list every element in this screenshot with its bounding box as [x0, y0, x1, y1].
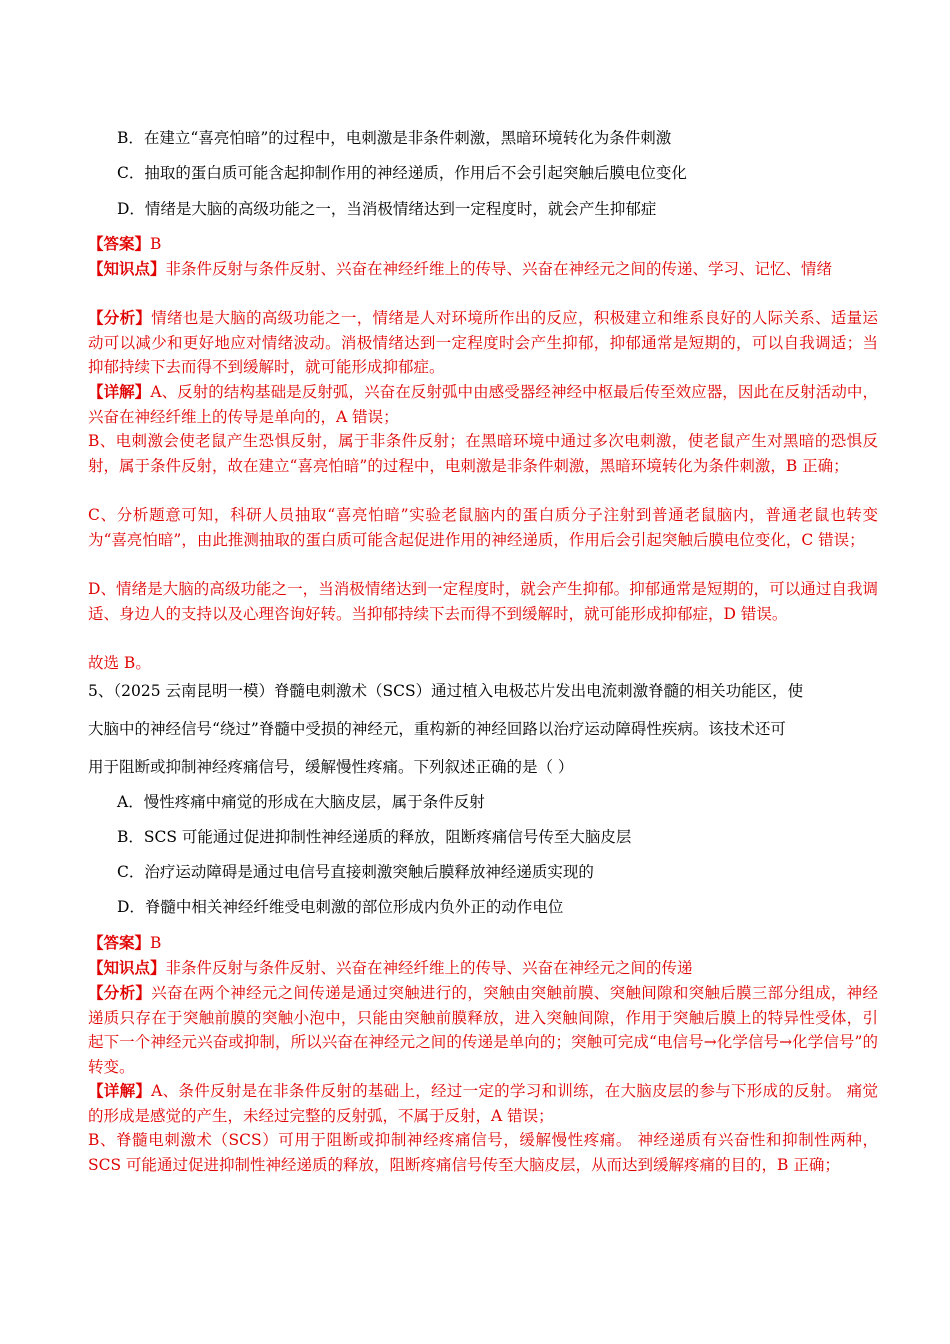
- q5-option-d: D．脊髓中相关神经纤维受电刺激的部位形成内负外正的动作电位: [117, 898, 564, 916]
- q5-option-c: C．治疗运动障碍是通过电信号直接刺激突触后膜释放神经递质实现的: [117, 863, 594, 881]
- analysis-tag: 【分析】: [88, 308, 152, 327]
- q4-analysis: [88, 306, 878, 380]
- analysis-text: 情绪也是大脑的高级功能之一，情绪是人对环境所作出的反应，积极建立和维系良好的人际关系、适量运动可以减少和更好地应对情绪波动。消极情绪达到一定程度时会产生抑郁，抑郁通常是短期的，可以自我调适；当抑郁持续下去而得不到缓解时，就可能形成抑郁症。: [88, 309, 878, 376]
- q5-stem-line-3: 用于阻断或抑制神经疼痛信号，缓解慢性疼痛。下列叙述正确的是（ ）: [88, 758, 574, 776]
- detail-tag: 【详解】: [88, 382, 151, 401]
- knowledge-text: 非条件反射与条件反射、兴奋在神经纤维上的传导、兴奋在神经元之间的传递、学习、记忆、情绪: [165, 260, 833, 278]
- answer-tag: 【答案】: [88, 933, 151, 952]
- q4-option-c: C．抽取的蛋白质可能含起抑制作用的神经递质，作用后不会引起突触后膜电位变化: [117, 164, 687, 182]
- q4-detail-c: C、分析题意可知，科研人员抽取“喜亮怕暗”实验老鼠脑内的蛋白质分子注射到普通老鼠脑内，普通老鼠也转变为“喜亮怕暗”，由此推测抽取的蛋白质可能含起促进作用的神经递质，作用后会引起突触后膜电位变化，C 错误；: [88, 506, 878, 549]
- answer-value: B: [150, 934, 162, 952]
- q4-conclusion: 故选 B。: [88, 654, 151, 672]
- knowledge-tag: 【知识点】: [88, 958, 166, 977]
- q4-detail-d: D、情绪是大脑的高级功能之一，当消极情绪达到一定程度时，就会产生抑郁。抑郁通常是短期的，可以通过自我调适、身边人的支持以及心理咨询好转。当抑郁持续下去而得不到缓解时，就可能形成抑郁症，D 错误。: [88, 580, 878, 623]
- knowledge-text: 非条件反射与条件反射、兴奋在神经纤维上的传导、兴奋在神经元之间的传递: [165, 959, 693, 977]
- q5-option-b: B．SCS 可能通过促进抑制性神经递质的释放，阻断疼痛信号传至大脑皮层: [117, 828, 632, 846]
- q5-analysis: [88, 981, 878, 1079]
- q5-option-a: A．慢性疼痛中痛觉的形成在大脑皮层，属于条件反射: [117, 793, 485, 811]
- q4-option-b: B．在建立“喜亮怕暗”的过程中，电刺激是非条件刺激，黑暗环境转化为条件刺激: [117, 129, 672, 147]
- q5-detail-b: B、脊髓电刺激术（SCS）可用于阻断或抑制神经疼痛信号，缓解慢性疼痛。 神经递质有兴奋性和抑制性两种，SCS 可能通过促进抑制性神经递质的释放，阻断疼痛信号传至大脑皮层，从而达到缓解疼痛的目的，B 正确；: [88, 1131, 878, 1174]
- q5-knowledge: [88, 956, 878, 981]
- knowledge-tag: 【知识点】: [88, 259, 166, 278]
- q4-detail-b: B、电刺激会使老鼠产生恐惧反射，属于非条件反射；在黑暗环境中通过多次电刺激，使老鼠产生对黑暗的恐惧反射，属于条件反射，故在建立“喜亮怕暗”的过程中，电刺激是非条件刺激，黑暗环境转化为条件刺激，B 正确；: [88, 432, 878, 475]
- detail-a-text: A、反射的结构基础是反射弧，兴奋在反射弧中由感受器经神经中枢最后传至效应器，因此在反射活动中，兴奋在神经纤维上的传导是单向的，A 错误；: [88, 383, 878, 426]
- q5-stem-line-1: 5、（2025 云南昆明一模）脊髓电刺激术（SCS）通过植入电极芯片发出电流刺激脊髓的相关功能区，使: [88, 682, 804, 700]
- analysis-text: 兴奋在两个神经元之间传递是通过突触进行的，突触由突触前膜、突触间隙和突触后膜三部分组成，神经递质只存在于突触前膜的突触小泡中，只能由突触前膜释放，进入突触间隙，作用于突触后膜上的特异性受体，引起下一个神经元兴奋或抑制，所以兴奋在神经元之间的传递是单向的；突触可完成“电信号→化学信号→化学信号”的转变。: [88, 984, 878, 1076]
- q5-stem-line-2: 大脑中的神经信号“绕过”脊髓中受损的神经元，重构新的神经回路以治疗运动障碍性疾病。该技术还可: [88, 720, 786, 738]
- q4-option-d: D．情绪是大脑的高级功能之一，当消极情绪达到一定程度时，就会产生抑郁症: [117, 200, 657, 218]
- detail-tag: 【详解】: [88, 1081, 152, 1100]
- q4-answer: [88, 232, 878, 257]
- answer-value: B: [150, 235, 162, 253]
- q4-knowledge: [88, 257, 878, 282]
- q4-detail-a: [88, 380, 878, 429]
- detail-a-text: A、条件反射是在非条件反射的基础上，经过一定的学习和训练，在大脑皮层的参与下形成的反射。 痛觉的形成是感觉的产生，未经过完整的反射弧，不属于反射，A 错误；: [88, 1082, 878, 1125]
- analysis-tag: 【分析】: [88, 983, 152, 1002]
- q5-answer: [88, 931, 878, 956]
- answer-tag: 【答案】: [88, 234, 151, 253]
- q5-detail-a: [88, 1079, 878, 1128]
